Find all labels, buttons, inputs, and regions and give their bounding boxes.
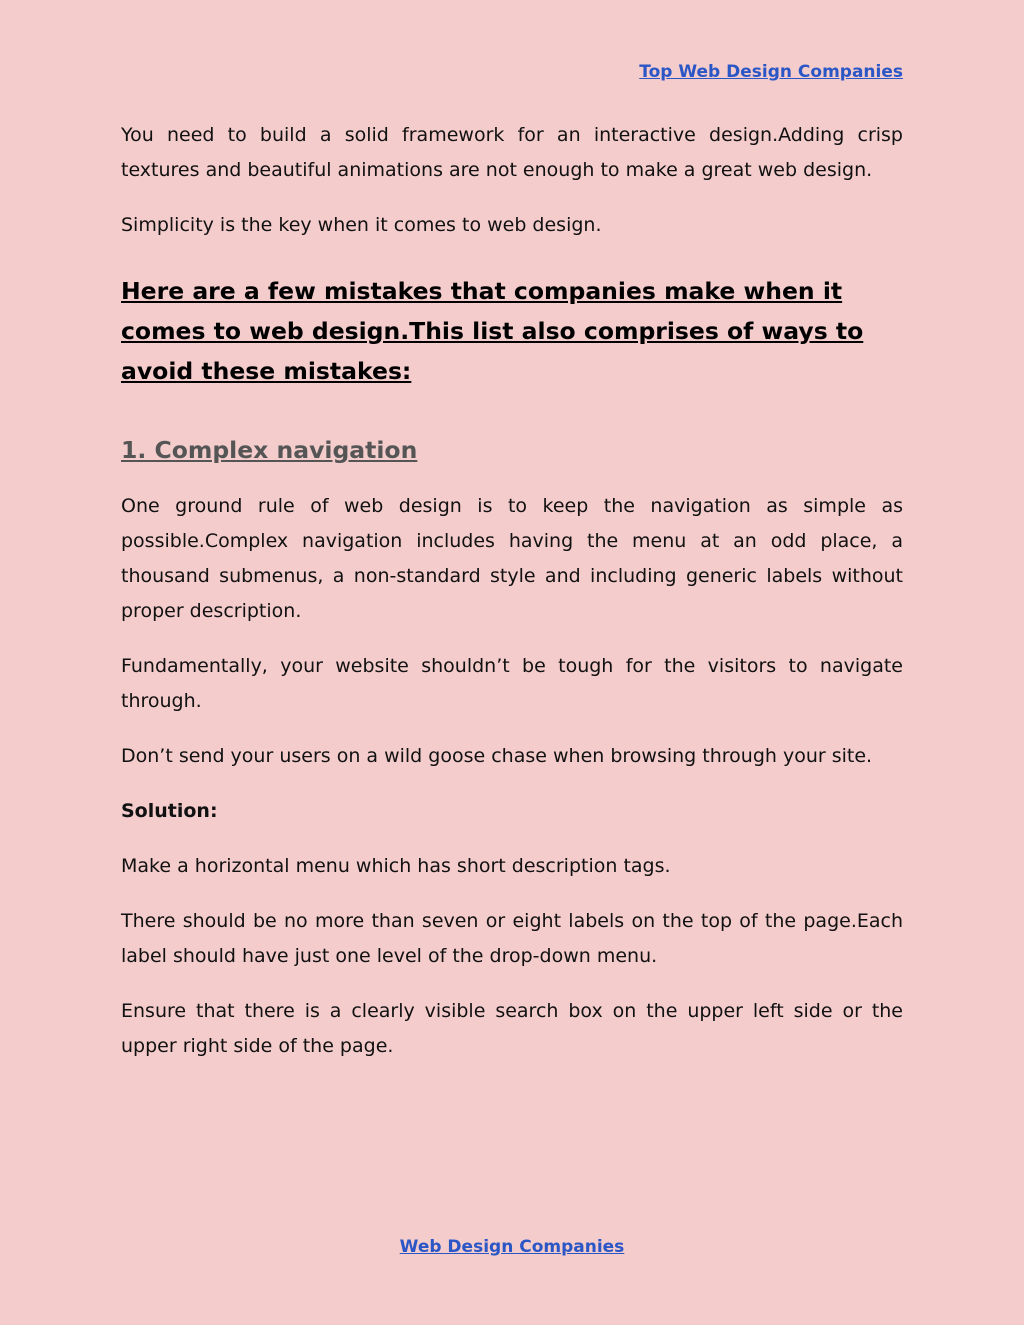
mistakes-heading: Here are a few mistakes that companies make when it comes to web design.This list also comprises of ways to avoid these mistakes: <box>121 277 864 385</box>
intro-paragraph-1: You need to build a solid framework for an interactive design.Adding crisp textures and beautiful animations are not enough to make a great web design. <box>121 124 903 181</box>
section-title-complex-navigation: 1. Complex navigation <box>121 436 418 464</box>
solution-paragraph-2: There should be no more than seven or eight labels on the top of the page.Each label should have just one level of the drop-down menu. <box>121 910 903 967</box>
section-paragraph-3: Don’t send your users on a wild goose chase when browsing through your site. <box>121 745 873 767</box>
document-body <box>121 118 903 1084</box>
top-web-design-companies-link[interactable]: Top Web Design Companies <box>639 62 903 82</box>
solution-paragraph-3: Ensure that there is a clearly visible search box on the upper left side or the upper right side of the page. <box>121 1000 903 1057</box>
solution-label: Solution: <box>121 800 218 822</box>
footer <box>0 1237 1024 1257</box>
solution-paragraph-1: Make a horizontal menu which has short description tags. <box>121 855 671 877</box>
web-design-companies-link[interactable]: Web Design Companies <box>399 1237 625 1257</box>
intro-paragraph-2: Simplicity is the key when it comes to web design. <box>121 214 602 236</box>
section-paragraph-1: One ground rule of web design is to keep the navigation as simple as possible.Complex navigation includes having the menu at an odd place, a thousand submenus, a non-standard style and including generic labels without proper description. <box>121 495 903 622</box>
section-paragraph-2: Fundamentally, your website shouldn’t be tough for the visitors to navigate through. <box>121 655 903 712</box>
